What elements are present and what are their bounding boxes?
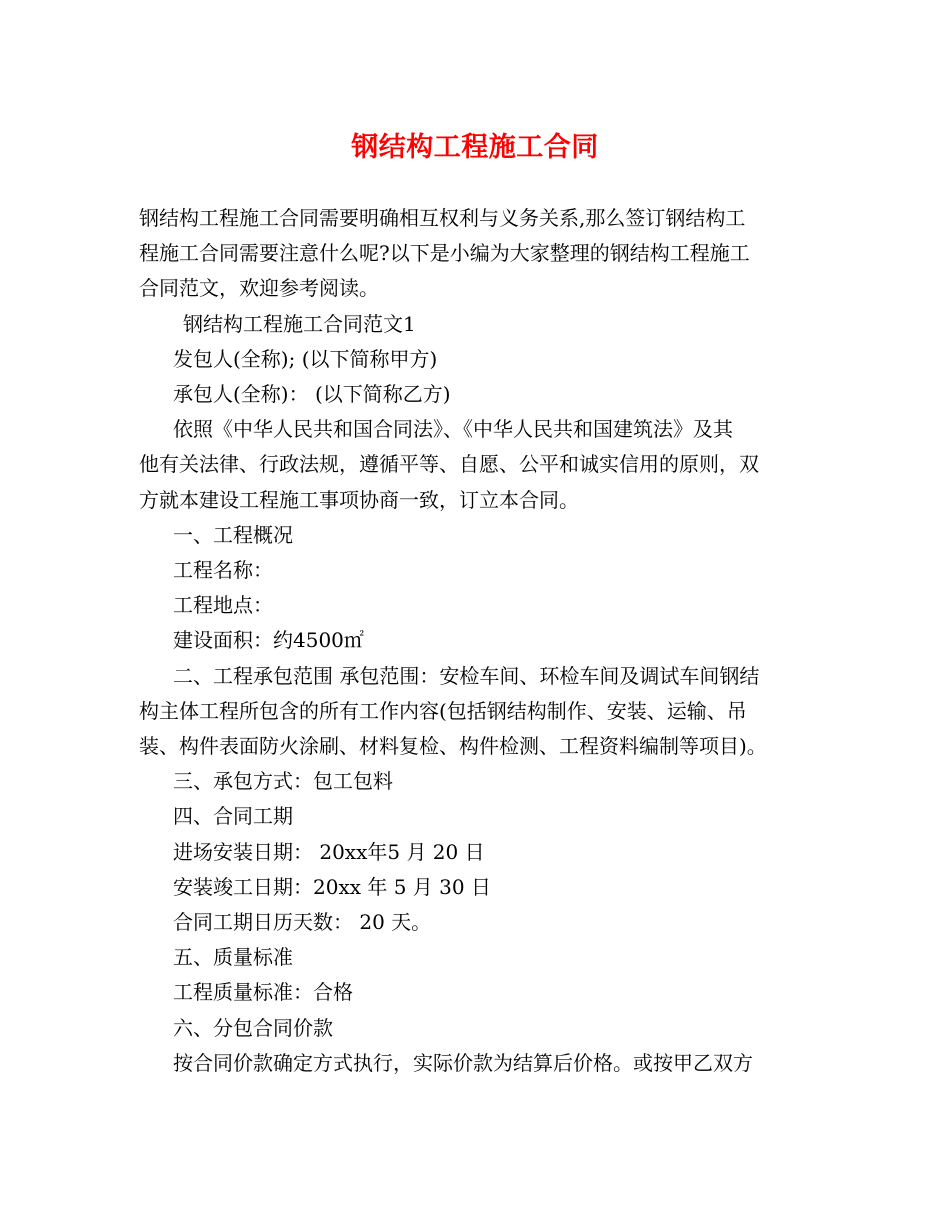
section-1-heading: 一、工程概况 — [173, 522, 293, 547]
duration: 合同工期日历天数： 20 天。 — [173, 910, 432, 935]
end-date: 安装竣工日期：20xx 年 5 月 30 日 — [173, 874, 491, 899]
section-2-line: 装、构件表面防火涂刷、材料复检、构件检测、工程资料编制等项目)。 — [139, 734, 767, 759]
basis-paragraph — [139, 412, 814, 518]
section-3: 三、承包方式：包工包料 — [173, 769, 393, 794]
basis-line: 方就本建设工程施工事项协商一致，订立本合同。 — [139, 487, 579, 512]
document-title: 钢结构工程施工合同 — [351, 132, 599, 163]
section-2-line: 二、工程承包范围 承包范围：安检车间、环检车间及调试车间钢结 — [173, 663, 760, 688]
intro-line: 合同范文，欢迎参考阅读。 — [139, 276, 379, 301]
section-2-paragraph — [139, 659, 814, 765]
basis-line: 他有关法律、行政法规，遵循平等、自愿、公平和诚实信用的原则，双 — [139, 452, 759, 477]
start-date: 进场安装日期： 20xx年5 月 20 日 — [173, 839, 485, 864]
construction-area: 建设面积：约4500㎡ — [173, 628, 364, 653]
price-line: 按合同价款确定方式执行，实际价款为结算后价格。或按甲乙双方 — [173, 1050, 753, 1075]
section-2-line: 构主体工程所包含的所有工作内容(包括钢结构制作、安装、运输、吊 — [139, 698, 747, 723]
intro-line: 程施工合同需要注意什么呢?以下是小编为大家整理的钢结构工程施工 — [139, 241, 750, 266]
intro-paragraph — [139, 201, 814, 307]
section-5-heading: 五、质量标准 — [173, 945, 293, 970]
project-location: 工程地点： — [173, 593, 273, 618]
basis-line: 依照《中华人民共和国合同法》、《中华人民共和国建筑法》及其 — [173, 417, 733, 442]
intro-line: 钢结构工程施工合同需要明确相互权利与义务关系,那么签订钢结构工 — [139, 206, 746, 230]
quality-standard: 工程质量标准：合格 — [173, 980, 353, 1005]
sample-heading: 钢结构工程施工合同范文1 — [183, 311, 416, 336]
party-b: 承包人(全称)： (以下简称乙方) — [173, 382, 451, 407]
party-a: 发包人(全称); (以下简称甲方) — [173, 346, 438, 371]
section-4-heading: 四、合同工期 — [173, 804, 293, 829]
document-body — [139, 201, 814, 1081]
section-6-heading: 六、分包合同价款 — [173, 1015, 333, 1040]
project-name: 工程名称： — [173, 558, 273, 583]
